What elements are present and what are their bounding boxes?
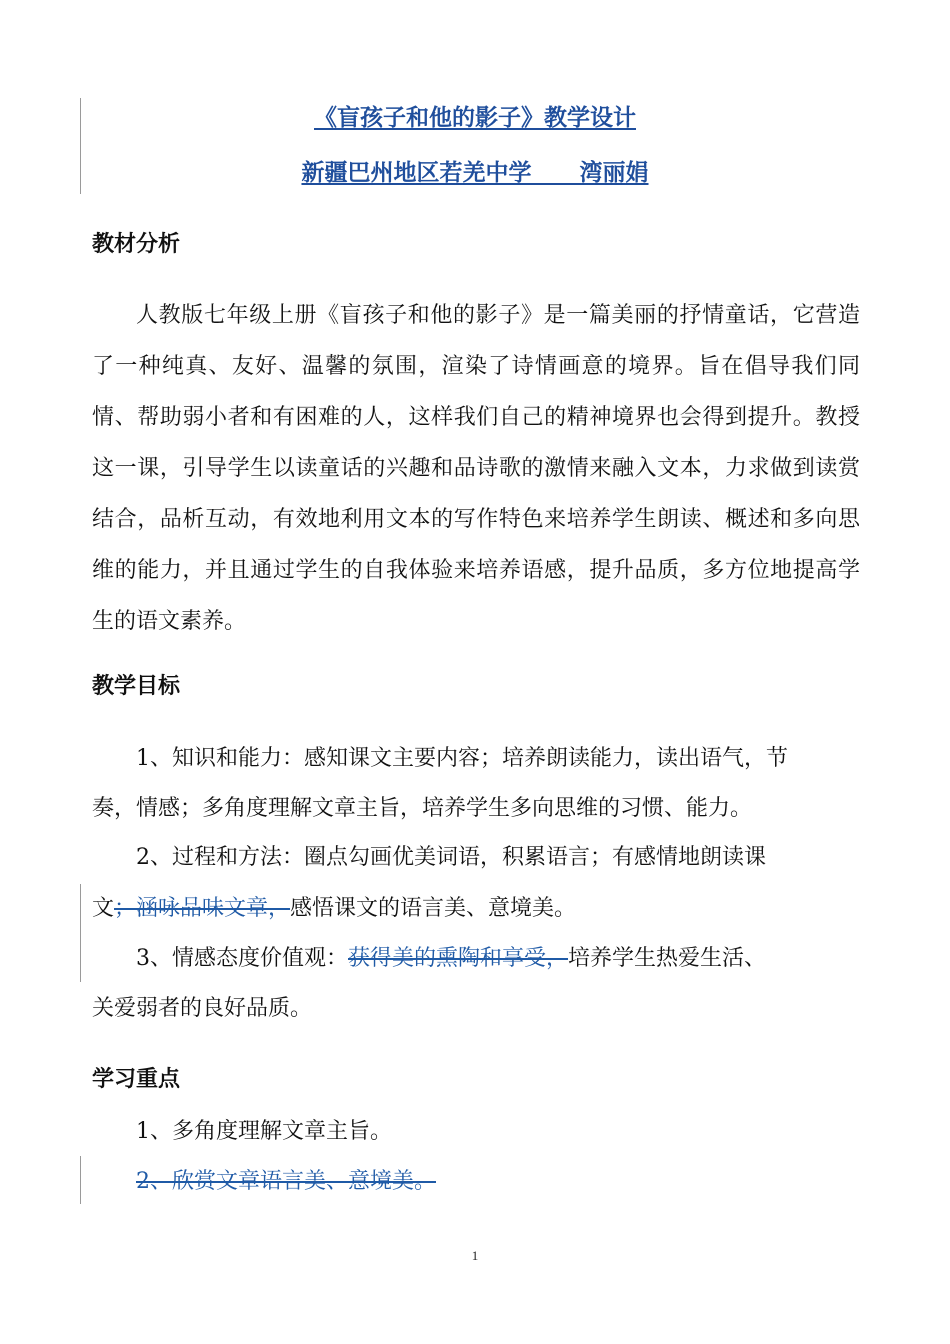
goal-3-line-2: 关爱弱者的良好品质。	[92, 996, 313, 1021]
goal-3-deleted-text: 获得美的熏陶和享受，	[348, 946, 569, 971]
goal-2-start: 文	[92, 896, 115, 921]
change-bar-goal-2	[80, 884, 81, 940]
goal-1-rest: 培养朗读能力，读出语气，节	[502, 746, 789, 771]
goal-2-rest: 感悟课文的语言美、意境美。	[290, 896, 577, 921]
title-line-2-author: 新疆巴州地区若羌中学 湾丽娟	[301, 160, 649, 186]
goal-2-deleted-text: ；涵咏品味文章，	[114, 896, 291, 921]
goal-1-line-2: 奏，情感；多角度理解文章主旨，培养学生多向思维的习惯、能力。	[92, 796, 753, 821]
analysis-paragraph: 人教版七年级上册《盲孩子和他的影子》是一篇美丽的抒情童话，它营造了一种纯真、友好、温馨的氛围，渲染了诗情画意的境界。旨在倡导我们同情、帮助弱小者和有困难的人，这样我们自己的精神境界也会得到提升。教授这一课，引导学生以读童话的兴趣和品诗歌的激情来融入文本，力求做到读赏结合，品析互动，有效地利用文本的写作特色来培养学生朗读、概述和多向思维的能力，并且通过学生的自我体验来培养语感，提升品质，多方位地提高学生的语文素养。	[92, 303, 860, 634]
heading-analysis: 教材分析	[92, 232, 181, 257]
goal-1-prefix: 1、知识和能力：	[136, 746, 304, 771]
heading-goals: 教学目标	[92, 674, 181, 699]
goal-3-prefix: 3、情感态度价值观：	[136, 946, 348, 971]
keypoint-2-line	[136, 1167, 860, 1197]
change-bar-keypoint-2	[80, 1156, 81, 1204]
heading-keypoints: 学习重点	[92, 1067, 181, 1092]
goal-3-line-1	[136, 944, 860, 974]
goal-2-line-1: 2、过程和方法：圈点勾画优美词语，积累语言；有感情地朗读课	[136, 845, 766, 870]
keypoint-2-deleted-text: 2、欣赏文章语言美、意境美。	[136, 1169, 436, 1194]
goal-1-line-1	[136, 744, 860, 774]
goal-3-rest: 培养学生热爱生活、	[568, 946, 767, 971]
keypoint-1: 1、多角度理解文章主旨。	[136, 1119, 392, 1144]
goal-2-line-2	[92, 894, 860, 924]
goal-1-emphasis: 感知课文主要内容；	[304, 746, 503, 771]
page-number: 1	[471, 1248, 479, 1263]
title-line-1: 《盲孩子和他的影子》教学设计	[314, 105, 636, 131]
change-bar-goal-3	[80, 934, 81, 982]
